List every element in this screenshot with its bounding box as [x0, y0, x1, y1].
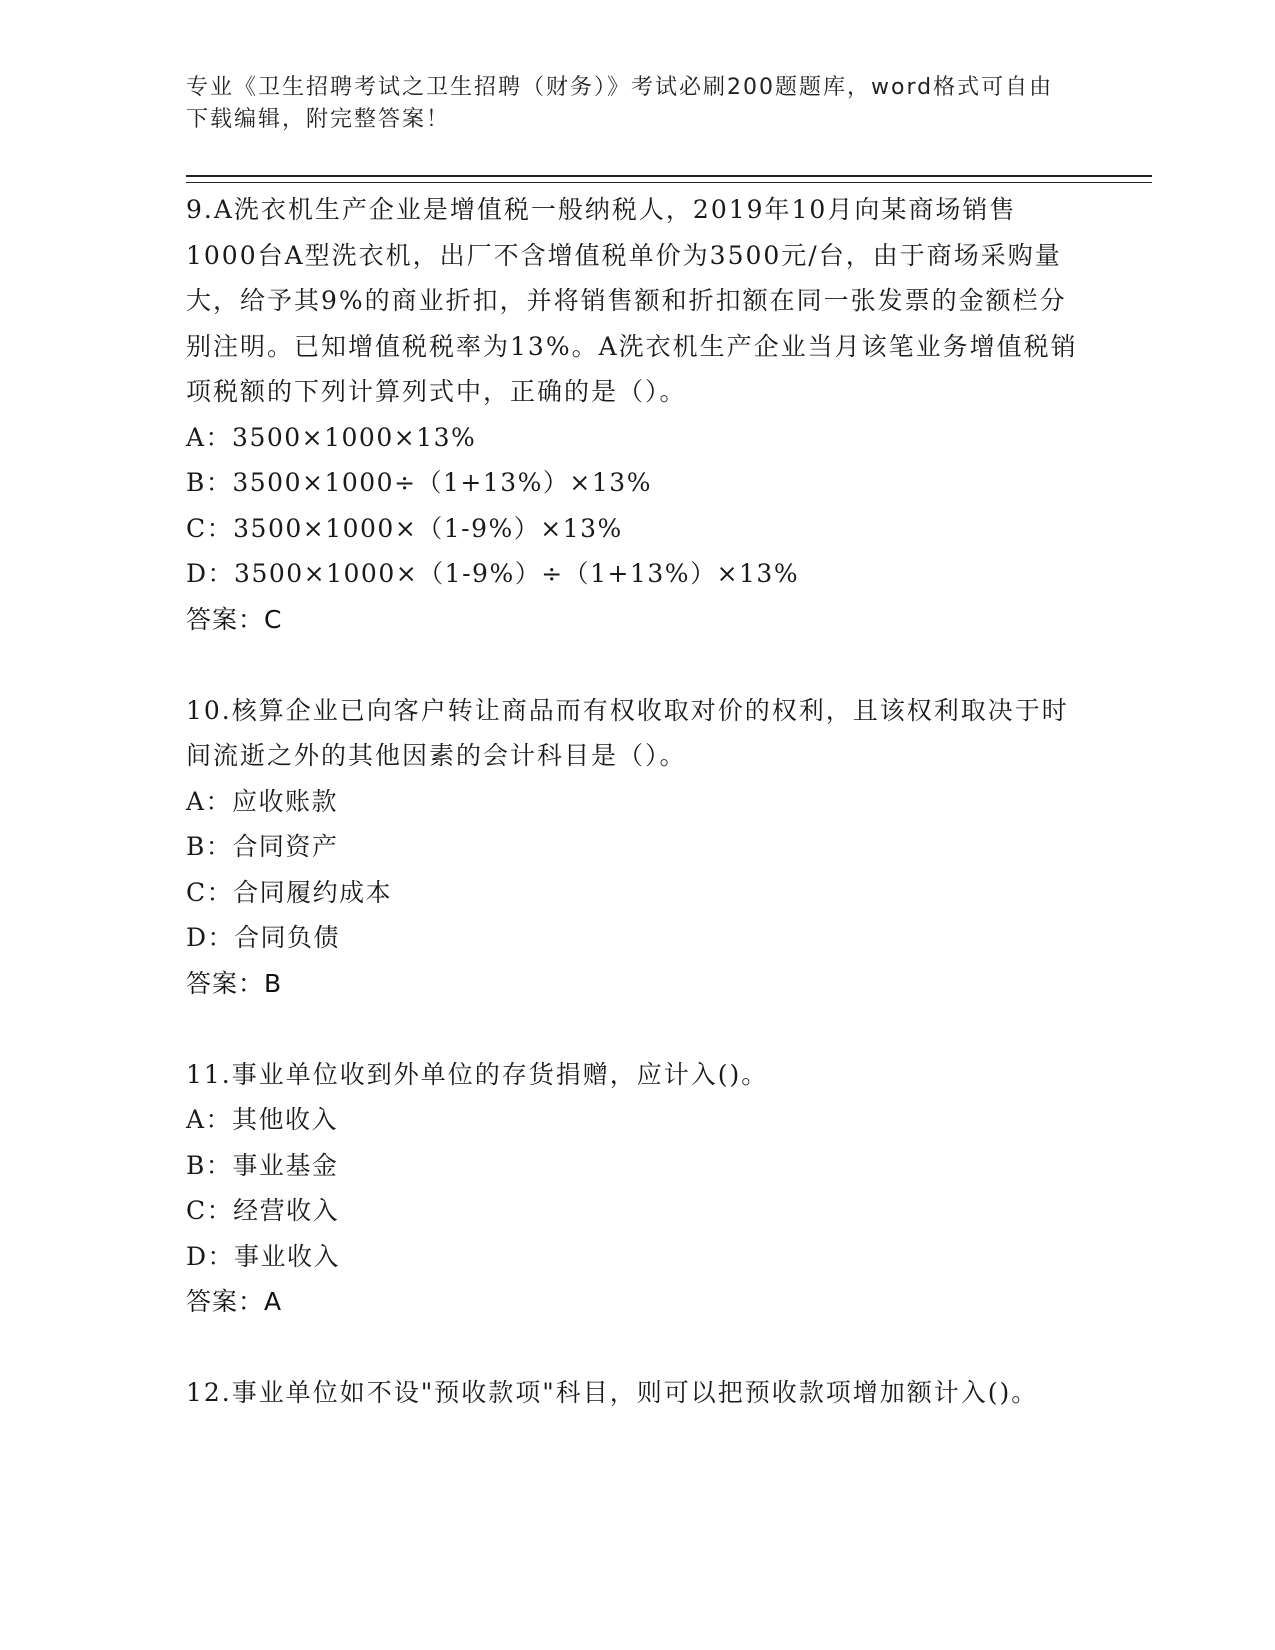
option-d: D：事业收入 — [186, 1241, 341, 1271]
question-9 — [186, 187, 1086, 642]
question-stem: 11.事业单位收到外单位的存货捐赠，应计入()。 — [186, 1059, 769, 1089]
document-header: 专业《卫生招聘考试之卫生招聘（财务）》考试必刷200题题库，word格式可自由下载编辑，附完整答案！ — [186, 75, 1054, 132]
answer-line: 答案：C — [186, 604, 283, 634]
answer-line: 答案：A — [186, 1287, 283, 1316]
question-gap — [186, 642, 1086, 688]
option-a: A：3500×1000×13% — [186, 422, 477, 452]
answer-line: 答案：B — [186, 968, 283, 998]
question-gap — [186, 1006, 1086, 1052]
option-b: B：3500×1000÷（1+13%）×13% — [186, 468, 652, 497]
option-b: B：合同资产 — [186, 832, 339, 861]
question-12 — [186, 1370, 1086, 1416]
option-b: B：事业基金 — [186, 1150, 339, 1180]
header-divider-thin — [186, 182, 1152, 183]
question-stem: 10.核算企业已向客户转让商品而有权收取对价的权利，且该权利取决于时间流逝之外的其他因素的会计科目是（）。 — [186, 695, 1069, 770]
option-a: A：其他收入 — [186, 1105, 339, 1134]
header-divider-thick — [186, 175, 1152, 177]
option-d: D：3500×1000×（1-9%）÷（1+13%）×13% — [186, 559, 800, 588]
question-stem: 9.A洗衣机生产企业是增值税一般纳税人，2019年10月向某商场销售1000台A型洗衣机，出厂不含增值税单价为3500元/台，由于商场采购量大，给予其9%的商业折扣，并将销售额和折扣额在同一张发票的金额栏分别注明。已知增值税税率为13%。A洗衣机生产企业当月该笔业务增值税销项税额的下列计算列式中，正确的是（）。 — [186, 195, 1078, 406]
question-11 — [186, 1052, 1086, 1325]
question-list — [186, 187, 1086, 1416]
option-c: C：合同履约成本 — [186, 877, 393, 907]
option-c: C：经营收入 — [186, 1196, 340, 1225]
question-gap — [186, 1325, 1086, 1371]
question-stem: 12.事业单位如不设"预收款项"科目，则可以把预收款项增加额计入()。 — [186, 1378, 1039, 1407]
option-c: C：3500×1000×（1-9%）×13% — [186, 513, 623, 543]
option-a: A：应收账款 — [186, 786, 339, 816]
question-10 — [186, 688, 1086, 1007]
option-d: D：合同负债 — [186, 923, 341, 952]
